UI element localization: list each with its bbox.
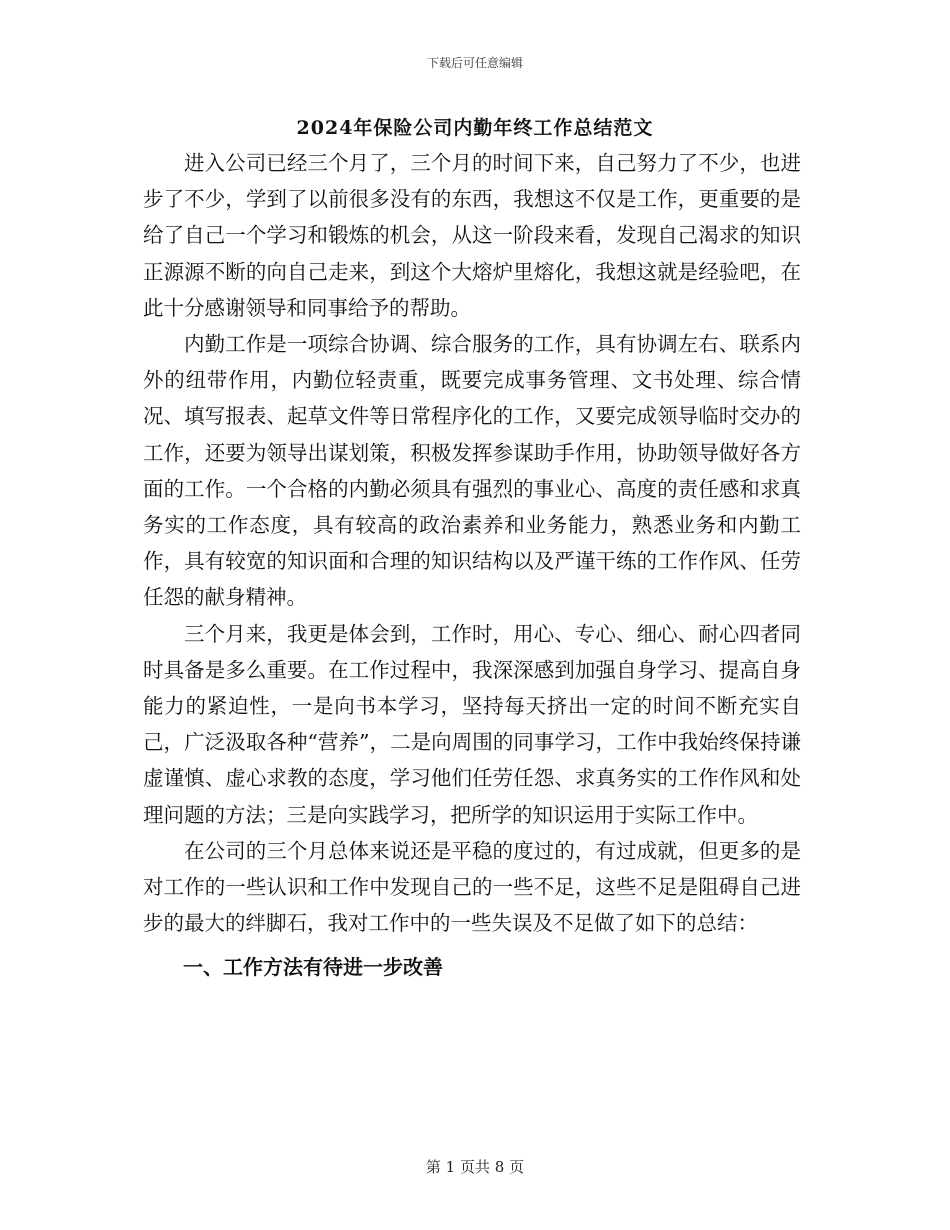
header-note: 下载后可任意编辑 [426, 56, 523, 70]
page-number: 第 1 页共 8 页 [425, 1158, 525, 1176]
document-body [143, 145, 801, 985]
document-title: 2024年保险公司内勤年终工作总结范文 [296, 117, 654, 139]
paragraph-3: 三个月来，我更是体会到，工作时，用心、专心、细心、耐心四者同时具备是多么重要。在工作过程中，我深深感到加强自身学习、提高自身能力的紧迫性，一是向书本学习，坚持每天挤出一定的时间不断充实自己，广泛汲取各种“营养”，二是向周围的同事学习，工作中我始终保持谦虚谨慎、虚心求教的态度，学习他们任劳任怨、求真务实的工作作风和处理问题的方法；三是向实践学习，把所学的知识运用于实际工作中。 [143, 621, 801, 827]
section-heading: 一、工作方法有待进一步改善 [183, 955, 443, 980]
paragraph-4: 在公司的三个月总体来说还是平稳的度过的，有过成就，但更多的是对工作的一些认识和工作中发现自己的一些不足，这些不足是阻碍自己进步的最大的绊脚石，我对工作中的一些失误及不足做了如下的总结： [143, 838, 801, 936]
paragraph-1: 进入公司已经三个月了，三个月的时间下来，自己努力了不少，也进步了不少，学到了以前很多没有的东西，我想这不仅是工作，更重要的是给了自己一个学习和锻炼的机会，从这一阶段来看，发现自己渴求的知识正源源不断的向自己走来，到这个大熔炉里熔化，我想这就是经验吧，在此十分感谢领导和同事给予的帮助。 [143, 151, 801, 320]
paragraph-2: 内勤工作是一项综合协调、综合服务的工作，具有协调左右、联系内外的纽带作用，内勤位轻责重，既要完成事务管理、文书处理、综合情况、填写报表、起草文件等日常程序化的工作，又要完成领导临时交办的工作，还要为领导出谋划策，积极发挥参谋助手作用，协助领导做好各方面的工作。一个合格的内勤必须具有强烈的事业心、高度的责任感和求真务实的工作态度，具有较高的政治素养和业务能力，熟悉业务和内勤工作，具有较宽的知识面和合理的知识结构以及严谨干练的工作作风、任劳任怨的献身精神。 [143, 332, 801, 610]
